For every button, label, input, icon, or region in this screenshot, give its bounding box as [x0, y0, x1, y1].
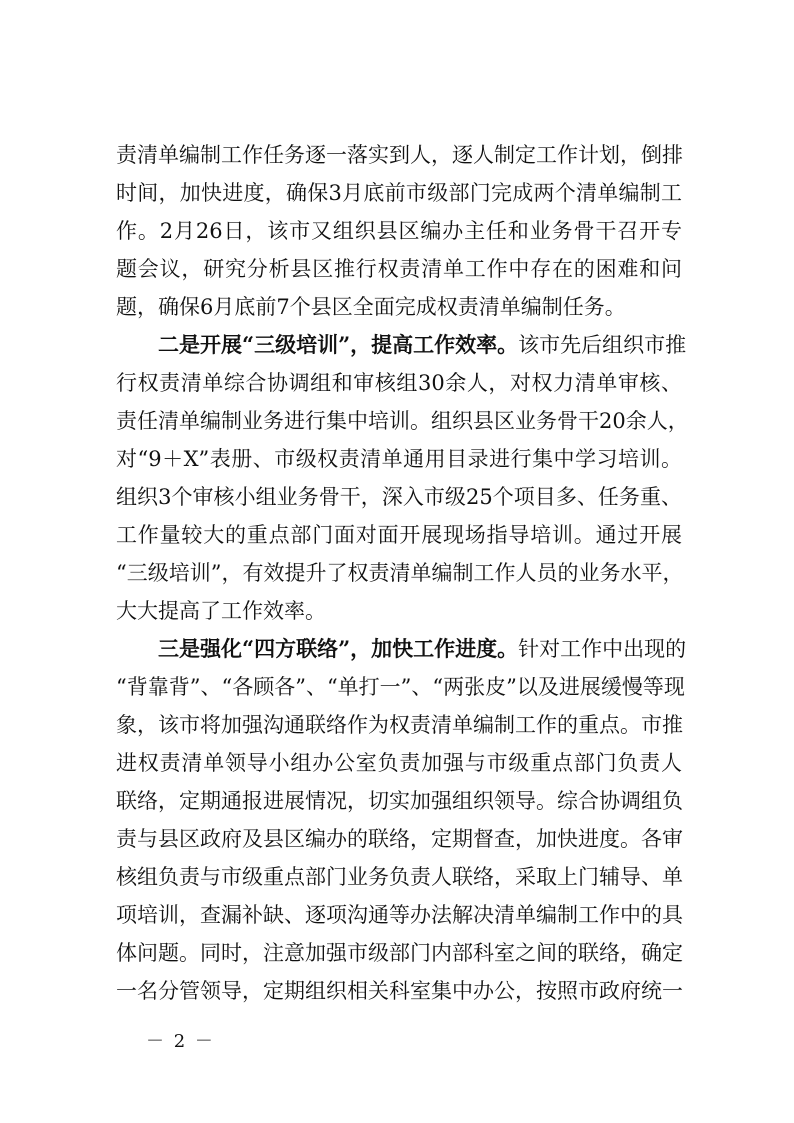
page-number: － 2 －: [146, 1031, 215, 1052]
body-text-line: “背靠背”、“各顾各”、“单打一”、“两张皮”以及进展缓慢等现: [116, 675, 685, 699]
body-text-line: 责与县区政府及县区编办的联络，定期督查，加快进度。各审: [116, 827, 683, 851]
paragraph-heading-line: 二是开展“三级培训”，提高工作效率。该市先后组织市推: [158, 332, 687, 357]
body-text-line: 题，确保6月底前7个县区全面完成权责清单编制任务。: [116, 295, 626, 319]
body-text-line: 时间，加快进度，确保3月底前市级部门完成两个清单编制工: [116, 181, 682, 205]
paragraph-heading-line: 三是强化“四方联络”，加快工作进度。针对工作中出现的: [158, 636, 687, 661]
body-text-line: 体问题。同时，注意加强市级部门内部科室之间的联络，确定: [116, 941, 683, 965]
body-text-line: 进权责清单领导小组办公室负责加强与市级重点部门负责人: [116, 751, 682, 775]
body-text-line: 题会议，研究分析县区推行权责清单工作中存在的困难和问: [116, 257, 682, 281]
body-text-line: 项培训，查漏补缺、逐项沟通等办法解决清单编制工作中的具: [116, 903, 683, 927]
paragraph-lead: 三是强化“四方联络”，加快工作进度。: [158, 636, 519, 661]
body-text-line: 象，该市将加强沟通联络作为权责清单编制工作的重点。市推: [116, 713, 683, 737]
body-text-line: 一名分管领导，定期组织相关科室集中办公，按照市政府统一: [116, 979, 683, 1003]
body-text-line: 对“9＋X”表册、市级权责清单通用目录进行集中学习培训。: [116, 447, 682, 471]
body-text-line: “三级培训”，有效提升了权责清单编制工作人员的业务水平，: [116, 561, 684, 585]
body-text-line: 作。2月26日，该市又组织县区编办主任和业务骨干召开专: [116, 219, 682, 243]
body-text-line: 责清单编制工作任务逐一落实到人，逐人制定工作计划，倒排: [116, 143, 683, 167]
body-text-line: 行权责清单综合协调组和审核组30余人，对权力清单审核、: [116, 371, 682, 395]
body-text-line: 核组负责与市级重点部门业务负责人联络，采取上门辅导、单: [116, 865, 683, 889]
body-text-line: 联络，定期通报进展情况，切实加强组织领导。综合协调组负: [116, 789, 683, 813]
body-text-line: 大大提高了工作效率。: [116, 599, 326, 623]
body-text-line: 责任清单编制业务进行集中培训。组织县区业务骨干20余人，: [116, 409, 689, 433]
paragraph-lead: 二是开展“三级培训”，提高工作效率。: [158, 332, 519, 357]
body-text-line: 工作量较大的重点部门面对面开展现场指导培训。通过开展: [116, 523, 682, 547]
body-text-line: 组织3个审核小组业务骨干，深入市级25个项目多、任务重、: [116, 485, 682, 509]
